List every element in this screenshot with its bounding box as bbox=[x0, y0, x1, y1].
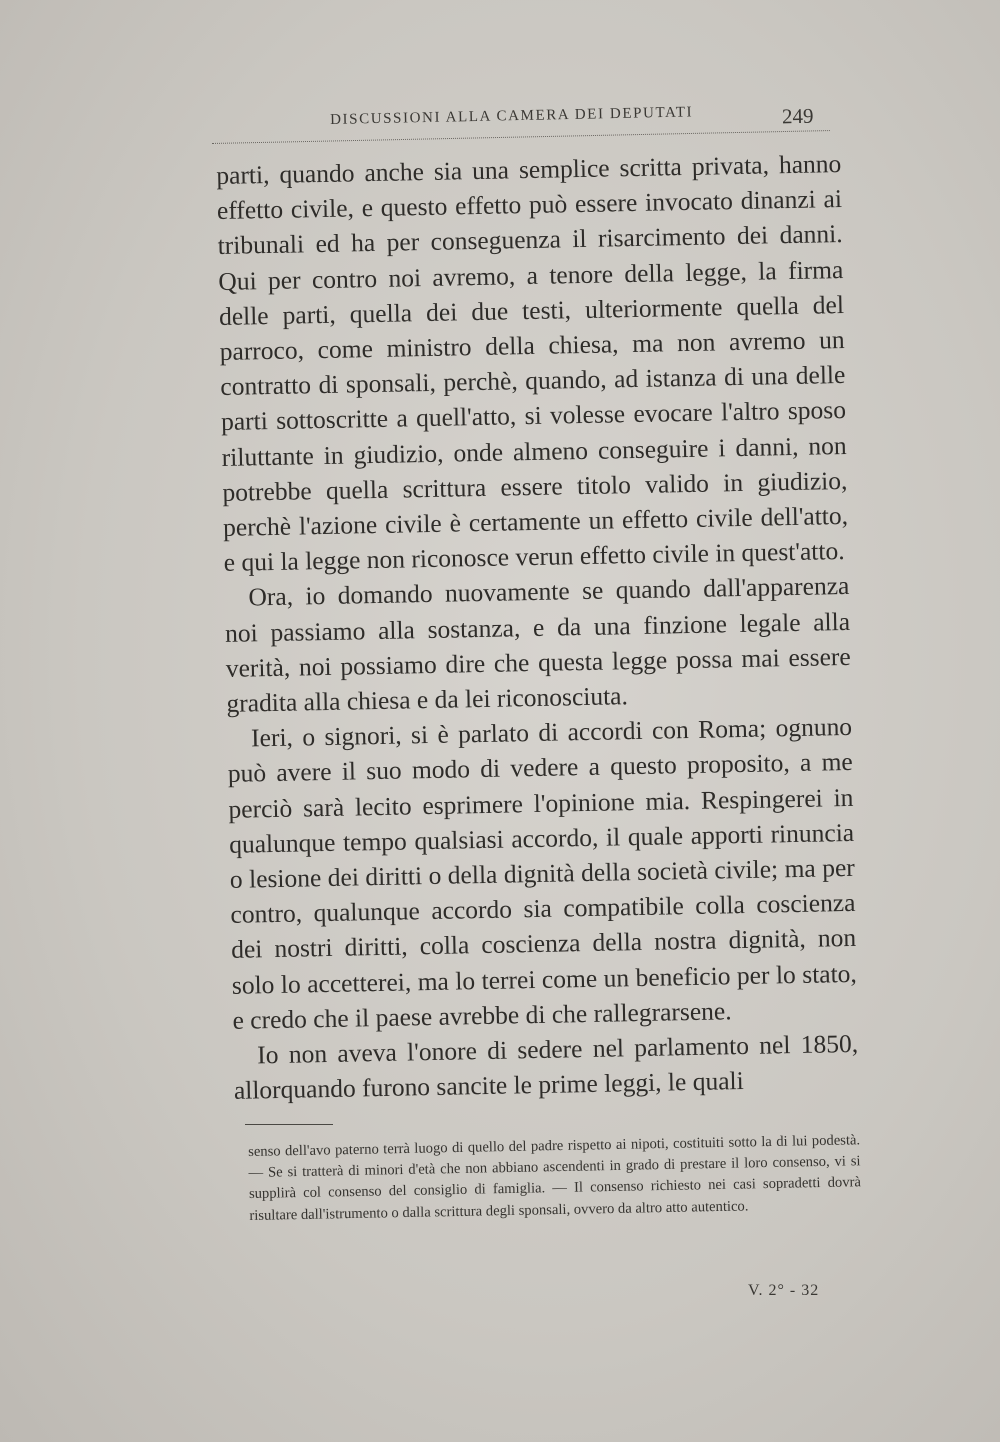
paragraph: Ora, io domando nuovamente se quando dall'apparenza noi passiamo alla sostanza, e da una finzione legale alla verità, noi possiamo dire che questa legge possa mai essere gradita alla chiesa e da lei riconosciuta. bbox=[224, 571, 851, 718]
paragraph: Ieri, o signori, si è parlato di accordi con Roma; ognuno può avere il suo modo di vedere a questo proposito, a me perciò sarà lecito esprimere l'opinione mia. Respingerei in qualunque tempo qualsiasi accordo, il quale apporti rinuncia o lesione dei diritti o della dignità della società civile; ma per contro, qualunque accordo sia compatibile colla coscienza dei nostri diritti, colla coscienza della nostra dignità, non solo lo accetterei, ma lo terrei come un beneficio per lo stato, e credo che il paese avrebbe di che rallegrarsene. bbox=[227, 712, 858, 1035]
footnote: senso dell'avo paterno terrà luogo di quello del padre rispetto ai nipoti, costituiti sotto la di lui podestà. — Se si tratterà di minori d'età che non abbiano ascendenti in grado di prestare il loro consenso, vi si supplirà col consenso del consiglio di famiglia. — Il consenso richiesto nei casi sopradetti dovrà risultare dall'istrumento o dalla scrittura degli sponsali, ovvero da altro atto autentico. bbox=[248, 1132, 862, 1224]
footnote-rule bbox=[245, 1124, 333, 1125]
paragraph: parti, quando anche sia una semplice scritta privata, hanno effetto civile, e questo effetto può essere invocato dinanzi ai tribunali ed ha per conseguenza il risarcimento dei danni. Qui per contro noi avremo, a tenore della legge, la firma delle parti, quella dei due testi, ulteriormente quella del parroco, come ministro della chiesa, ma non avremo un contratto di sponsali, perchè, quando, ad istanza di una delle parti sottoscritte a quell'atto, si volesse evocare l'altro sposo riluttante in giudizio, onde almeno conseguire i danni, non potrebbe quella scrittura essere titolo valido in giudizio, perchè l'azione civile è certamente un effetto civile dell'atto, e qui la legge non riconosce verun effetto civile in quest'atto. bbox=[216, 149, 849, 578]
header-rule bbox=[212, 130, 830, 144]
running-title: DISCUSSIONI ALLA CAMERA DEI DEPUTATI bbox=[330, 104, 694, 128]
page-number: 249 bbox=[781, 103, 814, 129]
signature-mark: V. 2° - 32 bbox=[748, 1282, 820, 1299]
paragraph: Io non aveva l'onore di sedere nel parlamento nel 1850, allorquando furono sancite le prime leggi, le quali bbox=[233, 1028, 859, 1106]
main-text bbox=[216, 146, 859, 1108]
